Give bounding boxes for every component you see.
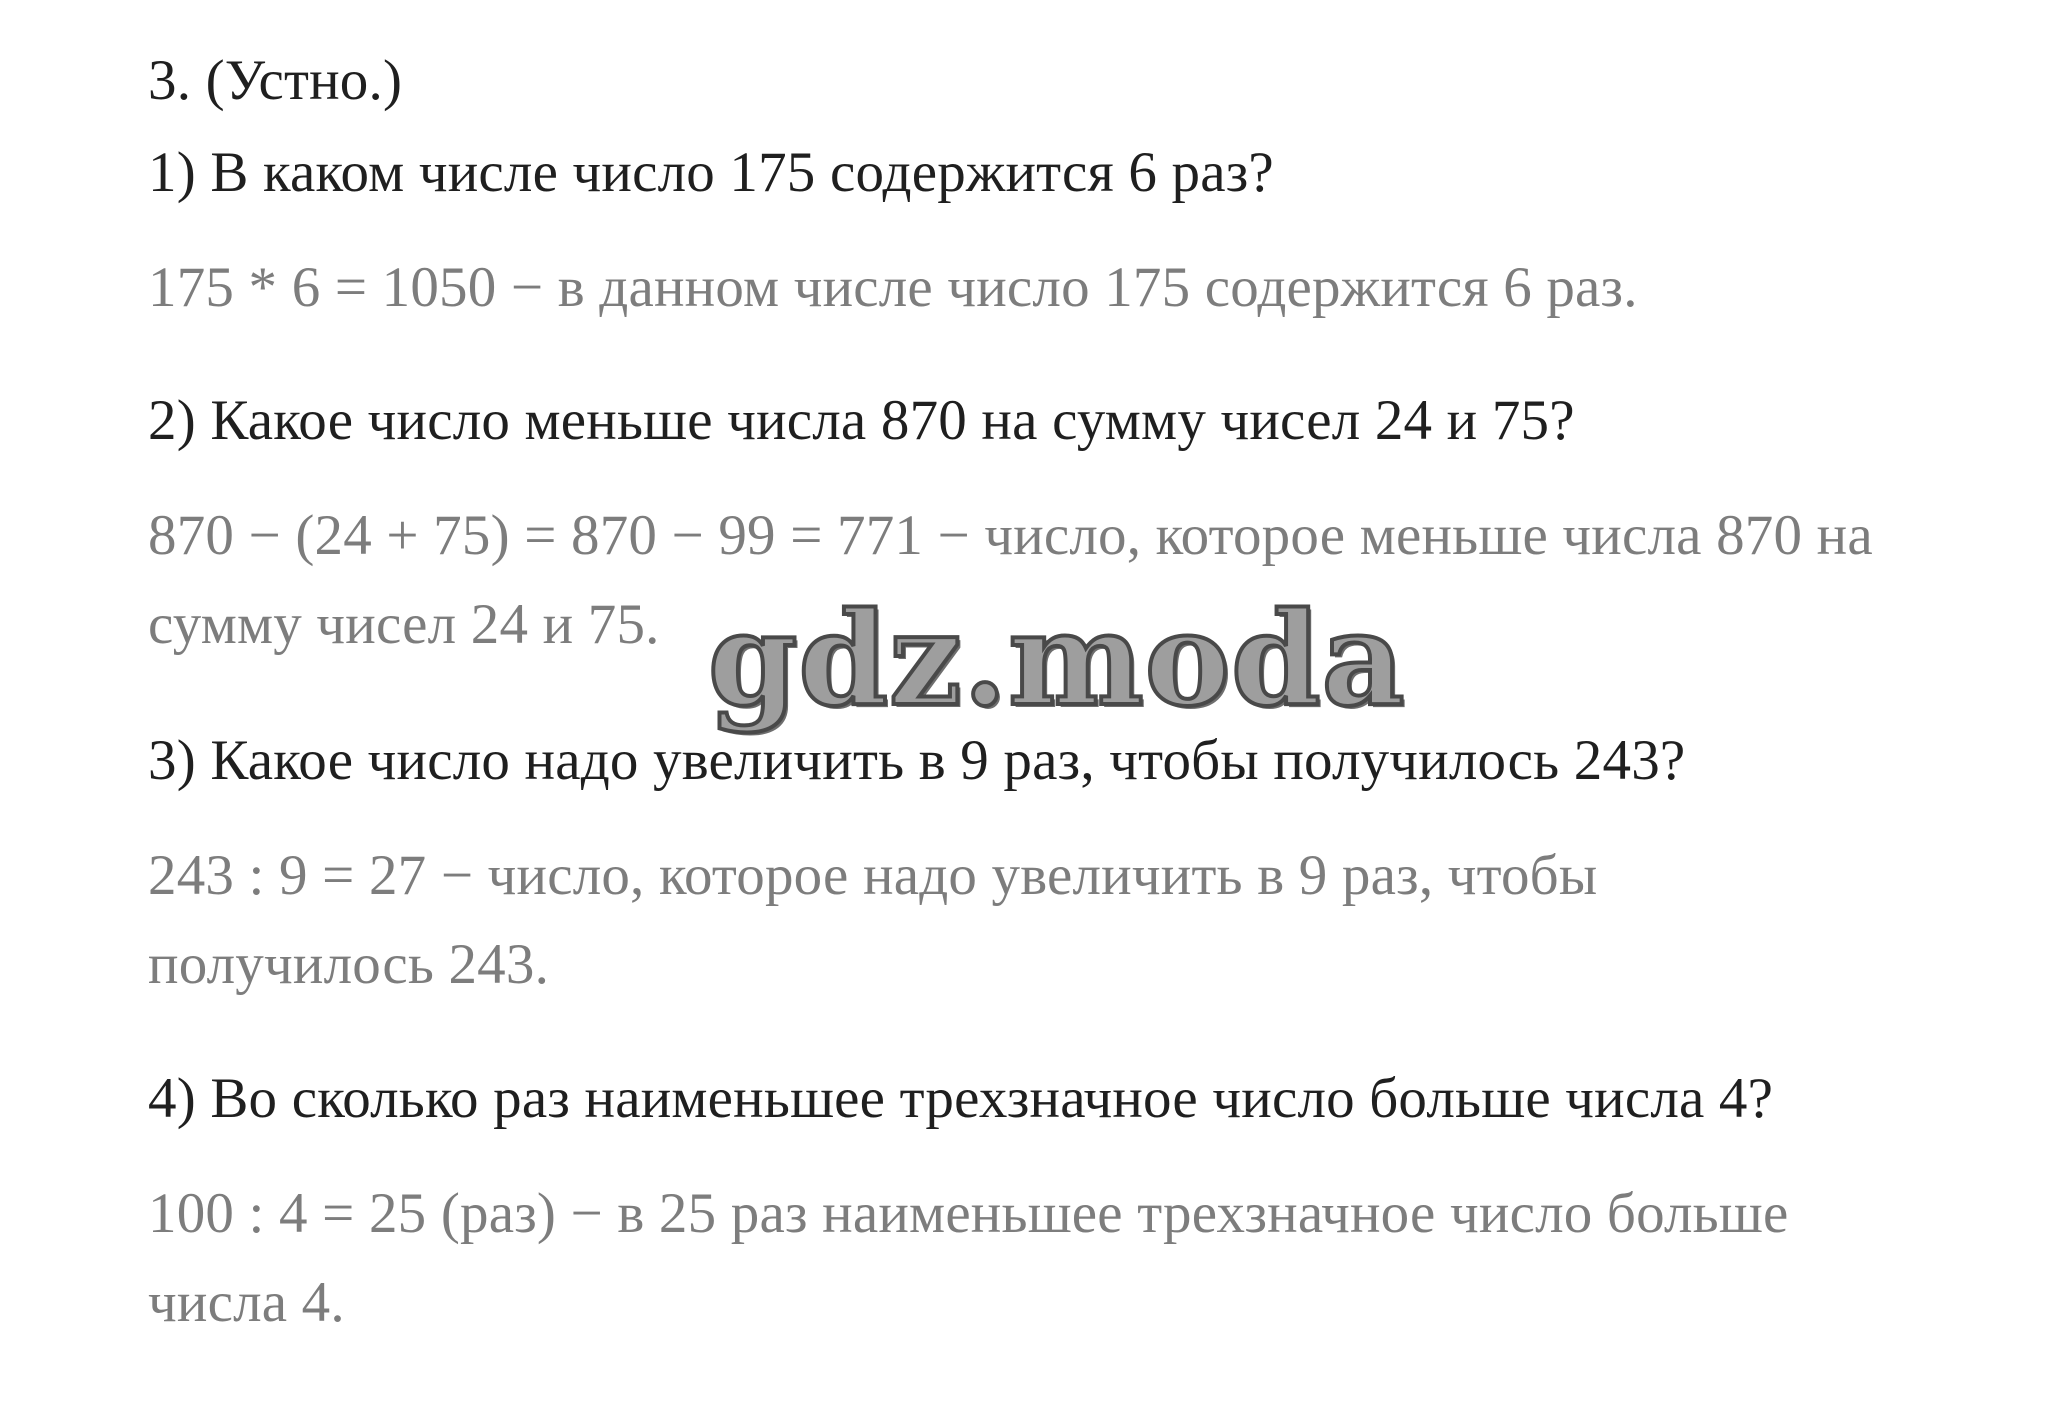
answer-3-line-2: получилось 243. <box>148 933 550 996</box>
question-3: 3) Какое число надо увеличить в 9 раз, чтобы получилось 243? <box>148 729 1686 792</box>
answer-4-line-1: 100 : 4 = 25 (раз) − в 25 раз наименьшее трехзначное число больше <box>148 1182 1789 1245</box>
answer-2-line-2: сумму чисел 24 и 75. <box>148 593 660 656</box>
question-2: 2) Какое число меньше числа 870 на сумму чисел 24 и 75? <box>148 389 1575 452</box>
answer-1-line-1: 175 * 6 = 1050 − в данном числе число 175 содержится 6 раз. <box>148 256 1638 319</box>
answer-3-line-1: 243 : 9 = 27 − число, которое надо увеличить в 9 раз, чтобы <box>148 844 1598 907</box>
question-1: 1) В каком числе число 175 содержится 6 раз? <box>148 141 1274 204</box>
answer-4-line-2: числа 4. <box>148 1271 345 1334</box>
watermark-logo: gdz.moda <box>708 585 1406 735</box>
answer-2-line-1: 870 − (24 + 75) = 870 − 99 = 771 − число, которое меньше числа 870 на <box>148 504 1873 567</box>
task-heading: 3. (Устно.) <box>148 49 403 112</box>
question-4: 4) Во сколько раз наименьшее трехзначное число больше числа 4? <box>148 1067 1774 1130</box>
